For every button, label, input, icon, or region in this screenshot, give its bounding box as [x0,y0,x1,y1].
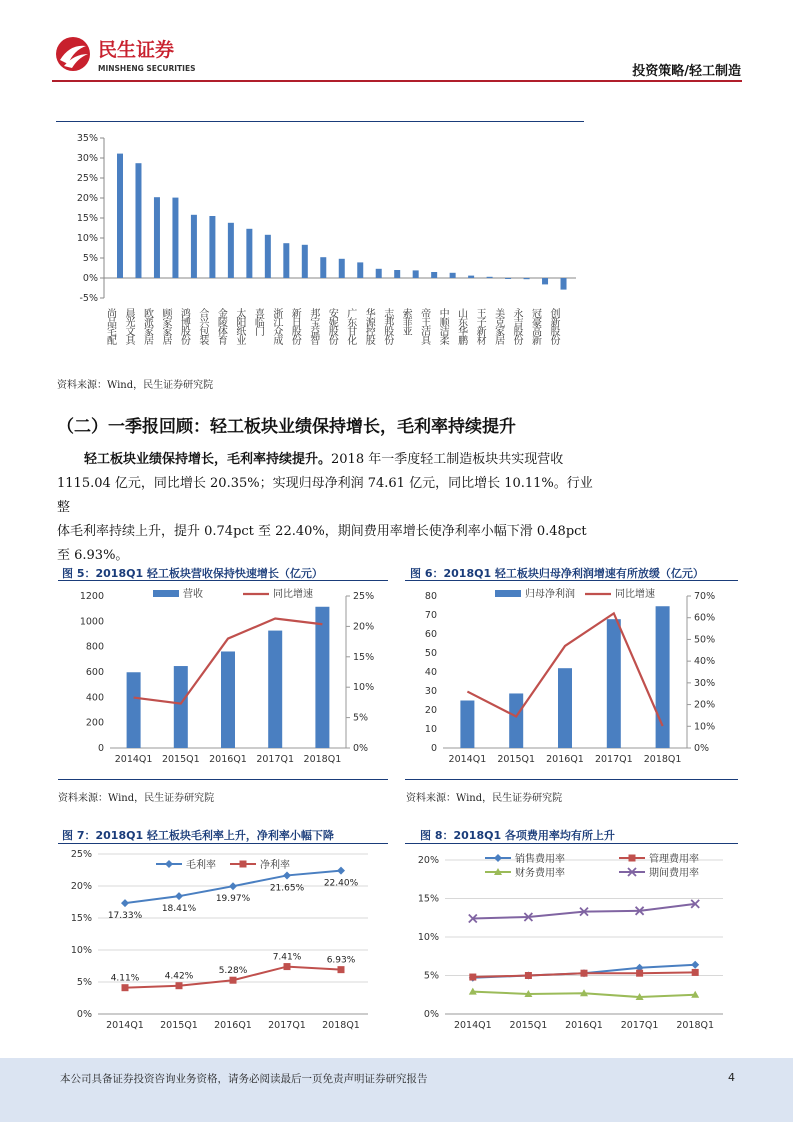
y-tick-label: 5% [423,970,439,982]
x-tick-label: 王子新材 [474,308,486,344]
fig5-source: 资料来源：Wind，民生证券研究院 [58,793,215,804]
fig8-chart-svg [405,846,740,1040]
data-label: 21.65% [269,883,305,894]
bar [450,273,456,278]
point-marker [636,970,643,977]
right-tick-label: 20% [353,621,375,633]
bar [154,197,160,278]
x-tick-label: 永吉股份 [511,308,523,344]
y-tick-label: 0% [82,273,98,284]
point-marker [337,867,345,875]
left-tick-label: 400 [85,692,104,704]
legend-line-label: 同比增速 [615,589,655,600]
point-marker [175,892,183,900]
data-label: 7.41% [272,952,302,963]
x-tick-label: 2017Q1 [620,1020,659,1031]
brand-logo [52,34,212,78]
left-tick-label: 20 [424,705,437,716]
footer-band [0,1058,793,1122]
legend-bar-label: 营收 [183,589,203,600]
paragraph-line-3: 体毛利率持续上升，提升 0.74pct 至 22.40%，期间费用率增长使净利率小幅下滑 0.48pct [57,524,587,539]
left-tick-label: 0 [97,743,104,754]
legend-label: 期间费用率 [649,868,699,879]
fig7-chart-svg [58,846,388,1040]
legend-line-label: 同比增速 [273,589,313,600]
point-marker [338,966,345,973]
x-tick-label: 2016Q1 [214,1020,252,1031]
left-tick-label: 200 [85,717,104,729]
fig8-title-rule [405,843,738,844]
fig6-bottom-rule [405,779,738,780]
paragraph-line-1 [84,448,604,472]
fig6-title: 图 6：2018Q1 轻工板块归母净利润增速有所放缓（亿元） [410,567,704,580]
fig5-bottom-rule [58,779,388,780]
data-label: 5.28% [218,966,248,977]
fig8-chart [405,846,740,1044]
data-label: 6.93% [326,955,356,966]
left-tick-label: 600 [85,667,104,678]
report-category: 投资策略/轻工制造 [632,64,741,79]
y-tick-label: 15% [76,213,98,224]
y-tick-label: 5% [82,253,98,264]
bar [487,277,493,278]
fig7-title: 图 7：2018Q1 轻工板块毛利率上升，净利率小幅下降 [62,829,334,842]
page-number: 4 [728,1071,735,1084]
right-tick-label: 40% [694,656,716,668]
x-tick-label: 2017Q1 [256,754,295,765]
point-marker [283,871,291,879]
paragraph-line-2: 1115.04 亿元，同比增长 20.35%；实现归母净利润 74.61 亿元，同比增长 10.11%。行业整 [57,476,593,515]
point-marker [240,861,247,868]
legend-bar-label: 归母净利润 [525,589,575,600]
bar [656,606,670,748]
fig5-title: 图 5：2018Q1 轻工板块营收保持快速增长（亿元） [62,567,323,580]
bar [561,278,567,290]
bar [191,215,197,278]
x-tick-label: 欧派家居 [141,308,153,344]
fig6-chart [405,582,740,782]
x-tick-label: 索菲亚 [400,308,412,335]
bar [394,270,400,278]
x-tick-label: 2014Q1 [114,754,153,765]
x-tick-label: 冠豪高新 [529,308,541,344]
legend-label: 销售费用率 [515,854,565,865]
bar [283,243,289,278]
y-tick-label: 10% [76,233,98,244]
right-tick-label: 25% [353,591,375,602]
bar [431,272,437,278]
bar [268,631,282,748]
x-tick-label: 中顺洁柔 [437,308,449,344]
left-tick-label: 1000 [79,616,104,628]
bar [221,651,235,748]
bar [315,607,329,748]
x-tick-label: 2014Q1 [448,754,487,765]
fig7-title-rule [58,843,388,844]
data-label: 4.42% [164,971,194,982]
bar [357,262,363,278]
point-marker [494,854,502,862]
left-tick-label: 800 [85,641,104,653]
point-marker [230,977,237,984]
legend-bar-swatch [153,590,179,597]
y-tick-label: 35% [76,133,98,144]
legend-bar-swatch [495,590,521,597]
fig5-chart-svg [58,582,388,778]
legend-label: 毛利率 [186,860,216,871]
stock-return-bar-chart [56,118,586,374]
right-tick-label: 5% [353,712,369,724]
bar [228,223,234,278]
x-tick-label: 2017Q1 [594,754,633,765]
y-tick-label: -5% [79,293,98,304]
data-label: 19.97% [215,894,251,905]
point-marker [692,969,699,976]
bar [246,229,252,278]
y-tick-label: 10% [417,932,439,943]
x-tick-label: 2016Q1 [565,1020,603,1031]
x-tick-label: 晨光文具 [122,308,134,344]
bar [117,154,123,278]
y-tick-label: 25% [76,173,98,184]
x-tick-label: 2018Q1 [643,754,682,765]
point-marker [121,899,129,907]
point-marker [176,982,183,989]
left-tick-label: 80 [424,591,437,602]
x-tick-label: 志邦股份 [381,308,393,344]
right-tick-label: 15% [353,651,375,663]
right-tick-label: 30% [694,677,716,689]
x-tick-label: 2014Q1 [453,1020,492,1031]
brand-logo-graphic [52,34,212,78]
fig5-chart [58,582,388,782]
x-tick-label: 尚品宅配 [104,308,116,344]
y-tick-label: 20% [76,193,98,204]
left-tick-label: 50 [424,648,437,659]
bar [376,269,382,278]
x-tick-label: 2018Q1 [676,1020,715,1031]
bar [607,619,621,748]
bar [320,257,326,278]
left-tick-label: 40 [424,667,437,678]
left-tick-label: 70 [424,610,437,621]
paragraph-lead: 轻工板块业绩保持增长，毛利率持续提升。 [84,452,332,467]
point-marker [229,882,237,890]
right-tick-label: 20% [694,699,716,711]
left-tick-label: 60 [424,629,437,640]
right-tick-label: 0% [694,743,710,754]
x-tick-label: 安妮股份 [326,308,338,344]
y-tick-label: 30% [76,153,98,164]
x-tick-label: 创新股份 [548,308,560,344]
bar [339,259,345,278]
x-tick-label: 2015Q1 [160,1020,198,1031]
y-tick-label: 5% [76,977,92,988]
left-tick-label: 0 [430,743,437,754]
x-tick-label: 广东甘化 [344,308,356,344]
brand-name-cn: 民生证券 [98,39,175,61]
bar [468,276,474,278]
fig7-chart [58,846,388,1044]
legend-label: 净利率 [260,860,290,871]
right-tick-label: 60% [694,612,716,624]
x-tick-label: 2018Q1 [322,1020,360,1031]
x-tick-label: 金陵体育 [215,308,227,344]
left-tick-label: 1200 [79,591,104,602]
bar [302,245,308,278]
point-marker [469,974,476,981]
fig6-source: 资料来源：Wind，民生证券研究院 [406,793,563,804]
paragraph-line-1-text: 2018 年一季度轻工制造板块共实现营收 [331,452,564,467]
y-tick-label: 0% [423,1009,439,1020]
y-tick-label: 10% [70,945,92,956]
right-tick-label: 70% [694,591,716,602]
bar [174,666,188,748]
data-label: 18.41% [161,904,197,915]
bar [542,278,548,284]
x-tick-label: 顾家家居 [159,308,171,344]
x-tick-label: 2016Q1 [546,754,584,765]
x-tick-label: 邦宝益智 [307,308,319,344]
y-tick-label: 25% [70,849,92,860]
x-tick-label: 喜临门 [252,308,264,335]
right-tick-label: 10% [353,682,375,694]
x-tick-label: 2017Q1 [268,1020,306,1031]
left-tick-label: 30 [424,686,437,697]
x-tick-label: 2015Q1 [497,754,536,765]
bar [413,270,419,278]
y-tick-label: 0% [76,1009,92,1020]
y-tick-label: 20% [417,855,439,866]
x-tick-label: 2015Q1 [509,1020,548,1031]
y-tick-label: 15% [417,893,439,905]
fig6-chart-svg [405,582,740,778]
point-marker [691,961,699,969]
x-tick-label: 太阳纸业 [233,308,245,344]
fig8-title: 图 8：2018Q1 各项费用率均有所上升 [420,829,615,842]
legend-label: 管理费用率 [649,854,699,865]
bar [265,235,271,278]
data-label: 17.33% [107,911,143,922]
right-tick-label: 50% [694,634,716,646]
stock-return-bar-chart-svg [56,118,586,374]
x-tick-label: 2015Q1 [161,754,200,765]
section-paragraph [57,448,604,568]
point-marker [525,972,532,979]
x-tick-label: 帝王洁具 [418,308,430,344]
x-tick-label: 2014Q1 [106,1020,144,1031]
bar [172,198,178,278]
brand-name-en: MINSHENG SECURITIES [98,64,196,73]
point-marker [284,963,291,970]
data-label: 22.40% [323,878,359,889]
fig6-title-rule [405,580,738,581]
bar [558,668,572,748]
bar [505,278,511,279]
x-tick-label: 2018Q1 [303,754,342,765]
point-marker [165,860,173,868]
x-tick-label: 鸿博股份 [178,308,190,344]
point-marker [629,855,636,862]
y-tick-label: 15% [70,913,92,924]
x-tick-label: 2016Q1 [209,754,247,765]
x-tick-label: 山东华鹏 [455,308,467,344]
x-tick-label: 合兴包装 [196,308,208,344]
header-divider [52,80,742,82]
bar [524,278,530,279]
bar [509,693,523,748]
left-tick-label: 10 [424,724,437,735]
footer-disclaimer: 本公司具备证券投资咨询业务资格，请务必阅读最后一页免责声明证券研究报告 [60,1073,428,1085]
point-marker [581,970,588,977]
right-tick-label: 0% [353,743,369,754]
x-tick-label: 华源控股 [363,308,375,344]
x-tick-label: 新日股份 [289,308,301,344]
x-tick-label: 浙江众成 [270,308,282,344]
bar [127,672,141,748]
x-tick-label: 美克家居 [492,308,504,344]
paragraph-line-4: 至 6.93%。 [57,548,129,563]
bar [209,216,215,278]
data-label: 4.11% [110,973,140,984]
chart1-source: 资料来源：Wind，民生证券研究院 [57,380,214,391]
legend-label: 财务费用率 [515,868,565,879]
y-tick-label: 20% [70,881,92,892]
bar [460,701,474,749]
right-tick-label: 10% [694,721,716,733]
point-marker [122,984,129,991]
fig5-title-rule [58,580,388,581]
section-title: （二）一季报回顾：轻工板块业绩保持增长，毛利率持续提升 [57,417,516,437]
bar [135,163,141,278]
